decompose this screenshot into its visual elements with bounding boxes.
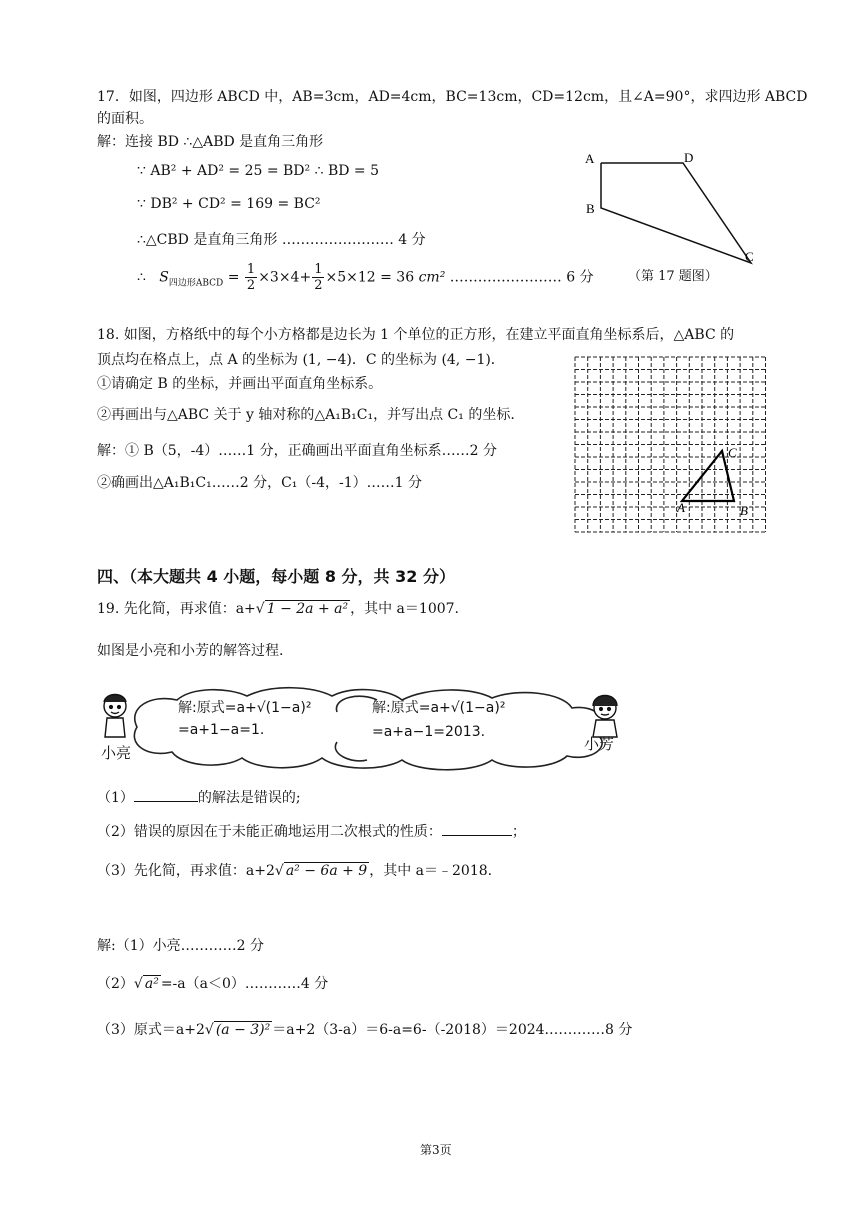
q17-fraction-1: $\frac{1}{2}$ xyxy=(246,262,256,293)
q17-area-subscript: 四边形ABCD xyxy=(168,278,224,289)
q19-line2: 如图是小亮和小芳的解答过程. xyxy=(97,643,284,659)
q19-part3-radicand: a² − 6a + 9 xyxy=(285,863,368,879)
q18-solution2: ②确画出△A₁B₁C₁……2 分，C₁（-4，-1）……1 分 xyxy=(97,475,423,491)
q19-part1-suffix: 的解法是错误的; xyxy=(197,790,301,806)
q19-part2-text: （2）错误的原因在于未能正确地运用二次根式的性质： xyxy=(97,824,442,840)
q18-grid-figure xyxy=(573,353,768,535)
q17-equals: = xyxy=(227,269,240,286)
q17-step2: ∵ DB² + CD² = 169 = BC² xyxy=(137,196,321,212)
q17-label-B: B xyxy=(586,201,595,216)
q17-area-symbol: S xyxy=(159,269,169,286)
cloud-right-line2: =a+a−1=2013. xyxy=(372,724,486,740)
q19-solution1: 解:（1）小亮…………2 分 xyxy=(97,938,264,954)
q19-line1: 19. 先化简，再求值：a+√ 1 − 2a + a² ，其中 a＝1007. xyxy=(97,601,459,617)
q18-dashed-grid xyxy=(575,357,766,532)
q18-label-C: C xyxy=(728,445,737,460)
boy-figure xyxy=(104,695,126,738)
q19-cloud-illustration xyxy=(97,682,627,777)
q17-step3-score: …………………… 4 分 xyxy=(281,232,426,248)
q19-part3-suffix: ，其中 a＝﹣2018. xyxy=(369,863,493,879)
girl-figure xyxy=(593,696,617,738)
q19-part2 xyxy=(97,821,526,841)
q18-part1: ①请确定 B 的坐标，并画出平面直角坐标系。 xyxy=(97,376,383,392)
q19-part1-blank[interactable] xyxy=(134,801,198,802)
cloud-left-line2: =a+1−a=1. xyxy=(178,722,265,738)
q19-part2-end: ； xyxy=(511,824,526,840)
q17-problem-line2: 的面积。 xyxy=(97,111,153,127)
q17-unit: cm² xyxy=(418,269,446,286)
q17-fraction-2: $\frac{1}{2}$ xyxy=(314,262,323,293)
q19-part2-blank[interactable] xyxy=(442,835,512,836)
q17-figure-caption: （第 17 题图） xyxy=(628,269,718,284)
page-number: 第3页 xyxy=(420,1143,452,1157)
q19-line1-suffix: ，其中 a＝1007. xyxy=(350,601,459,617)
q19-solution2-prefix: （2） xyxy=(97,976,134,992)
q18-solution1: 解：① B（5，-4）……1 分，正确画出平面直角坐标系……2 分 xyxy=(97,443,497,459)
q19-radicand: 1 − 2a + a² xyxy=(266,601,349,617)
q17-quadrilateral-figure xyxy=(580,148,770,278)
kid-left-name: 小亮 xyxy=(101,744,132,762)
q18-triangle-abc xyxy=(682,451,734,501)
q17-quadrilateral-shape xyxy=(601,163,751,263)
q18-label-A: A xyxy=(677,500,685,515)
q19-solution2: （2）√ a² =-a（a＜0）…………4 分 xyxy=(97,976,329,992)
cloud-right-line1: 解:原式=a+√(1−a)² xyxy=(372,700,506,716)
q17-step3 xyxy=(137,229,426,249)
q18-line1: 18. 如图，方格纸中的每个小方格都是边长为 1 个单位的正方形，在建立平面直角坐标系后，△ABC 的 xyxy=(97,327,735,343)
q19-solution3-radicand: (a − 3)² xyxy=(215,1022,271,1038)
q17-step3-text: ∴△CBD 是直角三角形 xyxy=(137,232,278,248)
q17-step4 xyxy=(137,262,594,293)
q17-step1: ∵ AB² + AD² = 25 = BD² ∴ BD = 5 xyxy=(137,163,380,179)
q17-step4-mid2: ×5×12 = 36 xyxy=(325,269,415,286)
q19-line1-prefix: 19. 先化简，再求值：a+ xyxy=(97,601,256,617)
cloud-left-line1: 解:原式=a+√(1−a)² xyxy=(178,700,312,716)
q17-step4-mid1: ×3×4+ xyxy=(258,269,312,286)
q17-step4-score: …………………… 6 分 xyxy=(449,269,594,286)
q18-label-B: B xyxy=(740,503,748,518)
kid-right-name: 小芳 xyxy=(584,735,615,753)
q19-part1-prefix: （1） xyxy=(97,790,134,806)
q17-label-C: C xyxy=(745,249,754,264)
q19-part3-prefix: （3）先化简，再求值：a+2 xyxy=(97,863,275,879)
q19-solution2-radicand: a² xyxy=(144,976,159,992)
q18-part2: ②再画出与△ABC 关于 y 轴对称的△A₁B₁C₁，并写出点 C₁ 的坐标. xyxy=(97,407,515,423)
section4-heading: 四、（本大题共 4 小题，每小题 8 分，共 32 分） xyxy=(97,567,455,586)
q17-problem-line1: 17．如图，四边形 ABCD 中，AB=3cm，AD=4cm，BC=13cm，CD=12cm，且∠A=90°，求四边形 ABCD xyxy=(97,89,808,105)
q17-step4-prefix: ∴ xyxy=(137,269,146,286)
q17-solution-intro: 解：连接 BD ∴△ABD 是直角三角形 xyxy=(97,134,324,150)
q19-solution3: （3）原式＝a+2√ (a − 3)² ＝a+2（3-a）＝6-a=6-（-2018）＝2024.…………8 分 xyxy=(97,1022,633,1038)
q19-part3: （3）先化简，再求值：a+2√ a² − 6a + 9 ，其中 a＝﹣2018. xyxy=(97,863,493,879)
q18-line2: 顶点均在格点上，点 A 的坐标为 (1, −4)．C 的坐标为 (4, −1)． xyxy=(97,352,505,368)
q19-solution3-prefix: （3）原式＝a+2 xyxy=(97,1022,205,1038)
q17-label-D: D xyxy=(684,150,694,165)
q19-solution3-suffix: ＝a+2（3-a）＝6-a=6-（-2018）＝2024.…………8 分 xyxy=(272,1022,633,1038)
q19-part1 xyxy=(97,787,301,807)
q17-label-A: A xyxy=(585,151,595,166)
q19-solution2-suffix: =-a（a＜0）…………4 分 xyxy=(160,976,329,992)
